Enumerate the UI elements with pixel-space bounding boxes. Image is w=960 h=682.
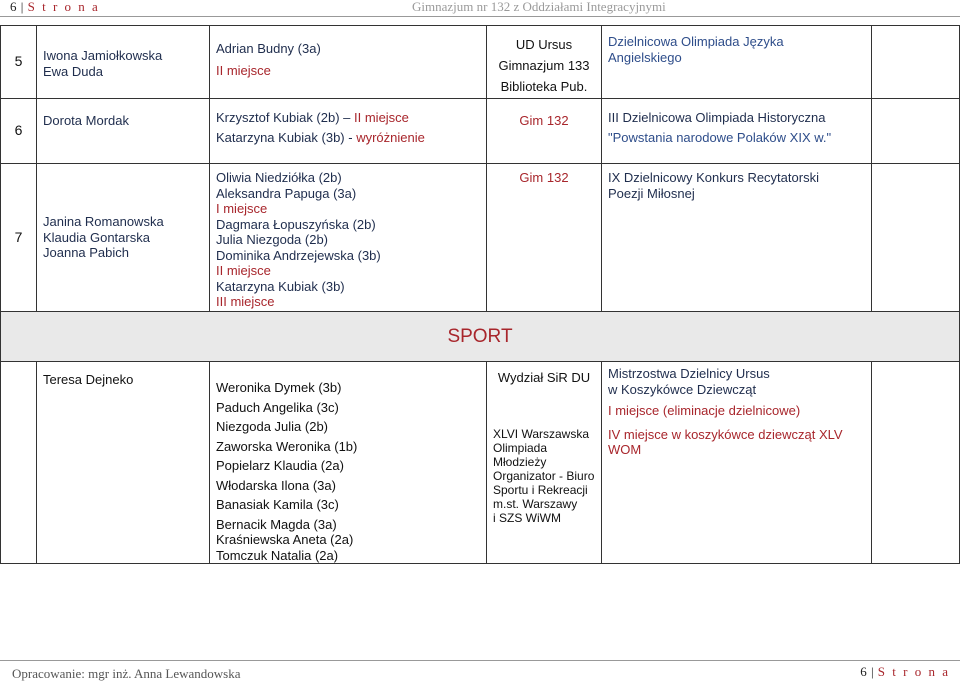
result-text: II miejsce xyxy=(354,110,409,125)
teacher-cell xyxy=(37,26,210,99)
row-number: 5 xyxy=(1,26,37,99)
student-name: Niezgoda Julia (2b) xyxy=(216,419,329,434)
student-name: Oliwia Niedziółka (2b) xyxy=(216,170,342,185)
competition-cell xyxy=(602,164,872,312)
competition-line: IX Dzielnicowy Konkurs Recytatorski xyxy=(608,170,819,185)
table-row xyxy=(1,26,960,99)
student-name: Banasiak Kamila (3c) xyxy=(216,497,339,512)
students-cell xyxy=(210,362,487,564)
row-number: 7 xyxy=(1,164,37,312)
student-name: Dagmara Łopuszyńska (2b) xyxy=(216,216,376,232)
teacher-cell: Teresa Dejneko xyxy=(37,362,210,564)
empty-cell xyxy=(872,164,960,312)
student-name: Popielarz Klaudia (2a) xyxy=(216,458,344,473)
students-cell xyxy=(210,99,487,164)
competition-line: Angielskiego xyxy=(608,49,682,65)
row-number: 6 xyxy=(1,99,37,164)
empty-cell xyxy=(872,99,960,164)
venue-line: Młodzieży xyxy=(493,454,547,469)
student-name: Włodarska Ilona (3a) xyxy=(216,477,336,493)
footer-page-word: S t r o n a xyxy=(877,664,950,679)
venue-line: Gimnazjum 133 xyxy=(498,58,590,73)
result-text: II miejsce xyxy=(216,62,271,78)
table-row xyxy=(1,164,960,312)
venue-line: Organizator - Biuro xyxy=(493,468,595,483)
empty-cell xyxy=(872,362,960,564)
venue-line: m.st. Warszawy xyxy=(493,496,578,511)
student-name: Krzysztof Kubiak (2b) – xyxy=(216,110,351,125)
header-page-word: S t r o n a xyxy=(27,0,100,14)
empty-cell xyxy=(872,26,960,99)
competition-cell xyxy=(602,26,872,99)
teacher-name: Iwona Jamiołkowska xyxy=(43,48,163,63)
competition-line: "Powstania narodowe Polaków XIX w." xyxy=(608,130,832,145)
teacher-name: Janina Romanowska xyxy=(43,214,164,230)
venue-line: Olimpiada xyxy=(493,440,548,455)
student-name: Paduch Angelika (3c) xyxy=(216,399,339,415)
competition-line: III Dzielnicowa Olimpiada Historyczna xyxy=(608,110,826,125)
teacher-name: Klaudia Gontarska xyxy=(43,229,150,245)
students-cell xyxy=(210,26,487,99)
footer-author: Opracowanie: mgr inż. Anna Lewandowska xyxy=(12,666,241,681)
student-name: Katarzyna Kubiak (3b) - xyxy=(216,130,353,145)
teacher-cell: Dorota Mordak xyxy=(37,99,210,164)
result-text: IV miejsce w koszykówce dziewcząt XLV WOM xyxy=(608,426,843,457)
competition-line: w Koszykówce Dziewcząt xyxy=(608,381,757,397)
result-text: I miejsce xyxy=(216,201,268,216)
section-row xyxy=(1,312,960,362)
student-name: Katarzyna Kubiak (3b) xyxy=(216,278,345,294)
teacher-name: Joanna Pabich xyxy=(43,245,130,261)
table-row xyxy=(1,362,960,564)
section-heading-sport: SPORT xyxy=(1,312,960,362)
competition-line: Dzielnicowa Olimpiada Języka xyxy=(608,34,784,49)
page-footer xyxy=(0,662,960,682)
student-name: Dominika Andrzejewska (3b) xyxy=(216,247,381,263)
student-list xyxy=(216,170,480,310)
venue-cell: Gim 132 xyxy=(487,99,602,164)
student-name: Weronika Dymek (3b) xyxy=(216,380,342,395)
footer-page-number: 6 | S t r o n a xyxy=(860,664,950,679)
result-text: II miejsce xyxy=(216,263,271,278)
venue-details xyxy=(493,427,595,525)
venue-cell xyxy=(487,26,602,99)
header-page-number: 6 | S t r o n a xyxy=(10,0,100,14)
venue-line: Sportu i Rekreacji xyxy=(493,482,588,497)
venue-cell xyxy=(487,362,602,564)
result-text: III miejsce xyxy=(216,294,275,309)
venue-cell: Gim 132 xyxy=(487,164,602,312)
competition-cell xyxy=(602,362,872,564)
student-name: Julia Niezgoda (2b) xyxy=(216,232,329,247)
student-name: Zaworska Weronika (1b) xyxy=(216,438,358,454)
student-name: Kraśniewska Aneta (2a) xyxy=(216,532,354,547)
row-number xyxy=(1,362,37,564)
venue-line: Wydział SiR DU xyxy=(497,370,591,385)
student-name: Bernacik Magda (3a) xyxy=(216,516,337,532)
table-row xyxy=(1,99,960,164)
page-header xyxy=(0,0,960,14)
venue-line: i SZS WiWM xyxy=(493,510,561,525)
student-name: Aleksandra Papuga (3a) xyxy=(216,185,357,201)
venue-line: Biblioteka Pub. xyxy=(500,79,588,94)
student-name: Tomczuk Natalia (2a) xyxy=(216,547,339,563)
competition-line: Poezji Miłosnej xyxy=(608,185,695,201)
students-cell xyxy=(210,164,487,312)
header-divider xyxy=(0,16,960,17)
teacher-cell xyxy=(37,164,210,312)
student-list xyxy=(216,380,480,563)
venue-line: UD Ursus xyxy=(515,37,573,52)
student-name: Adrian Budny (3a) xyxy=(216,41,321,56)
footer-divider xyxy=(0,660,960,661)
header-title: Gimnazjum nr 132 z Oddziałami Integracyjnymi xyxy=(412,0,666,14)
venue-line: XLVI Warszawska xyxy=(493,426,590,441)
awards-table xyxy=(0,25,960,564)
result-text: I miejsce (eliminacje dzielnicowe) xyxy=(608,403,801,418)
competition-cell xyxy=(602,99,872,164)
teacher-name: Ewa Duda xyxy=(43,63,103,79)
competition-line: Mistrzostwa Dzielnicy Ursus xyxy=(608,366,770,381)
result-text: wyróżnienie xyxy=(356,130,425,145)
